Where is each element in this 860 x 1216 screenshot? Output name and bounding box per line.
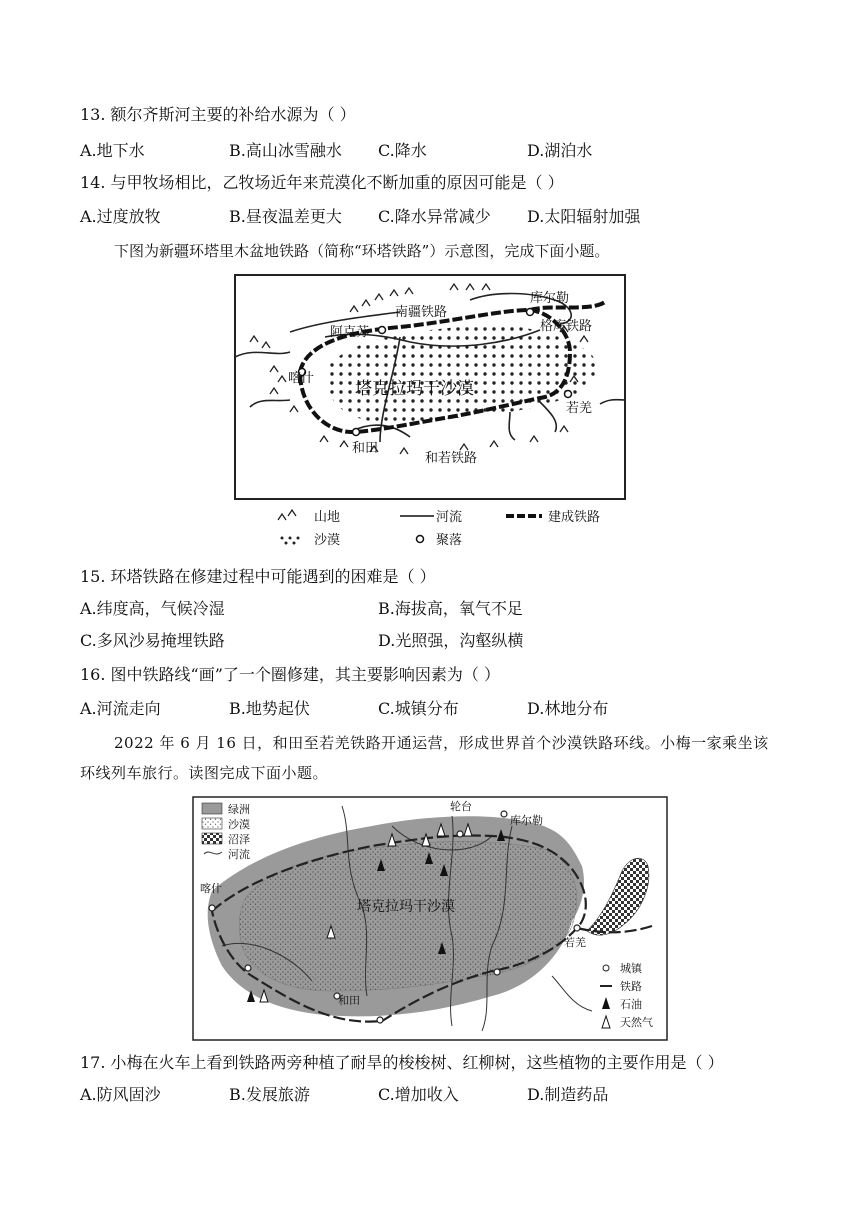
q17-option-a: A.防风固沙	[80, 1085, 161, 1104]
map1-legend	[278, 509, 600, 548]
q16-option-c: C.城镇分布	[378, 699, 459, 718]
label-hetian-2: 和田	[338, 994, 360, 1007]
q15-option-d: D.光照强，沟壑纵横	[378, 631, 524, 650]
legend-oil: 石油	[620, 998, 642, 1011]
label-kuerle-2: 库尔勒	[510, 814, 543, 827]
legend-railway: 建成铁路	[548, 510, 601, 525]
settlement-akesu	[379, 327, 386, 334]
label-nanjiang-railway: 南疆铁路	[395, 305, 448, 320]
q15-option-c: C.多风沙易掩埋铁路	[80, 631, 225, 650]
settlement-ruoqiang	[565, 391, 572, 398]
q15-option-b: B.海拔高，氧气不足	[378, 599, 523, 618]
label-luntai: 轮台	[450, 800, 472, 813]
town-kuerle	[501, 811, 507, 817]
label-kashi-2: 喀什	[200, 882, 222, 895]
question-15-stem: 15. 环塔铁路在修建过程中可能遇到的困难是（ ）	[80, 567, 436, 586]
q16-option-a: A.河流走向	[80, 699, 161, 718]
q14-option-c: C.降水异常减少	[378, 207, 491, 226]
question-17-stem: 17. 小梅在火车上看到铁路两旁种植了耐旱的梭梭树、红柳树，这些植物的主要作用是（ ）	[80, 1053, 724, 1072]
question-16-stem: 16. 图中铁路线“画”了一个圈修建，其主要影响因素为（ ）	[80, 665, 500, 684]
town-kashi	[209, 905, 215, 911]
legend-settlement: 聚落	[436, 533, 463, 548]
q17-option-d: D.制造药品	[527, 1085, 609, 1104]
legend-oasis: 绿洲	[228, 803, 250, 816]
town-ruoqiang	[574, 925, 580, 931]
q13-option-a: A.地下水	[80, 141, 145, 160]
question-13-stem: 13. 额尔齐斯河主要的补给水源为（ ）	[80, 105, 356, 124]
legend-river: 河流	[436, 510, 463, 525]
town-1	[245, 965, 251, 971]
map-desert-ring-railway	[192, 796, 668, 1042]
label-kashi: 喀什	[288, 371, 315, 386]
legend-gas: 天然气	[620, 1016, 653, 1029]
intro-map2: 2022 年 6 月 16 日，和田至若羌铁路开通运营，形成世界首个沙漠铁路环线。小梅一家乘坐该环线列车旅行。读图完成下面小题。	[80, 734, 769, 782]
label-heruo-railway: 和若铁路	[425, 451, 478, 466]
legend-desert-2: 沙漠	[228, 818, 250, 831]
label-ruoqiang-2: 若羌	[564, 936, 586, 949]
legend-mountain: 山地	[314, 510, 341, 525]
label-kuerle: 库尔勒	[530, 291, 570, 306]
legend-railway-2: 铁路	[620, 980, 642, 993]
q14-option-b: B.昼夜温差更大	[229, 207, 342, 226]
label-akesu: 阿克苏	[330, 325, 370, 340]
q16-option-d: D.林地分布	[527, 699, 609, 718]
legend-town: 城镇	[620, 962, 642, 975]
q14-option-d: D.太阳辐射加强	[527, 207, 641, 226]
town-2	[494, 969, 500, 975]
map-ring-railway	[230, 272, 630, 550]
label-geku-railway: 格库铁路	[540, 319, 593, 334]
q14-option-a: A.过度放牧	[80, 207, 161, 226]
q13-option-d: D.湖泊水	[527, 141, 593, 160]
town-luntai	[457, 831, 463, 837]
label-desert: 塔克拉玛干沙漠	[355, 379, 474, 399]
question-14-stem: 14. 与甲牧场相比，乙牧场近年来荒漠化不断加重的原因可能是（ ）	[80, 173, 564, 192]
q16-option-b: B.地势起伏	[229, 699, 310, 718]
q13-option-c: C.降水	[378, 141, 427, 160]
town-3	[377, 1017, 383, 1023]
label-desert-2: 塔克拉玛干沙漠	[357, 899, 455, 915]
legend-river-2: 河流	[228, 848, 250, 861]
q17-option-c: C.增加收入	[378, 1085, 459, 1104]
q17-option-b: B.发展旅游	[229, 1085, 310, 1104]
label-ruoqiang: 若羌	[566, 401, 593, 416]
intro-map1: 下图为新疆环塔里木盆地铁路（简称“环塔铁路”）示意图，完成下面小题。	[114, 242, 610, 260]
settlement-hetian	[353, 429, 360, 436]
legend-desert: 沙漠	[314, 533, 341, 548]
q13-option-b: B.高山冰雪融水	[229, 141, 342, 160]
label-hetian: 和田	[352, 441, 379, 456]
legend-swamp: 沼泽	[228, 833, 250, 846]
q15-option-a: A.纬度高，气候冷湿	[80, 599, 225, 618]
map2-legend-right	[596, 960, 666, 1038]
settlement-kuerle	[527, 309, 534, 316]
